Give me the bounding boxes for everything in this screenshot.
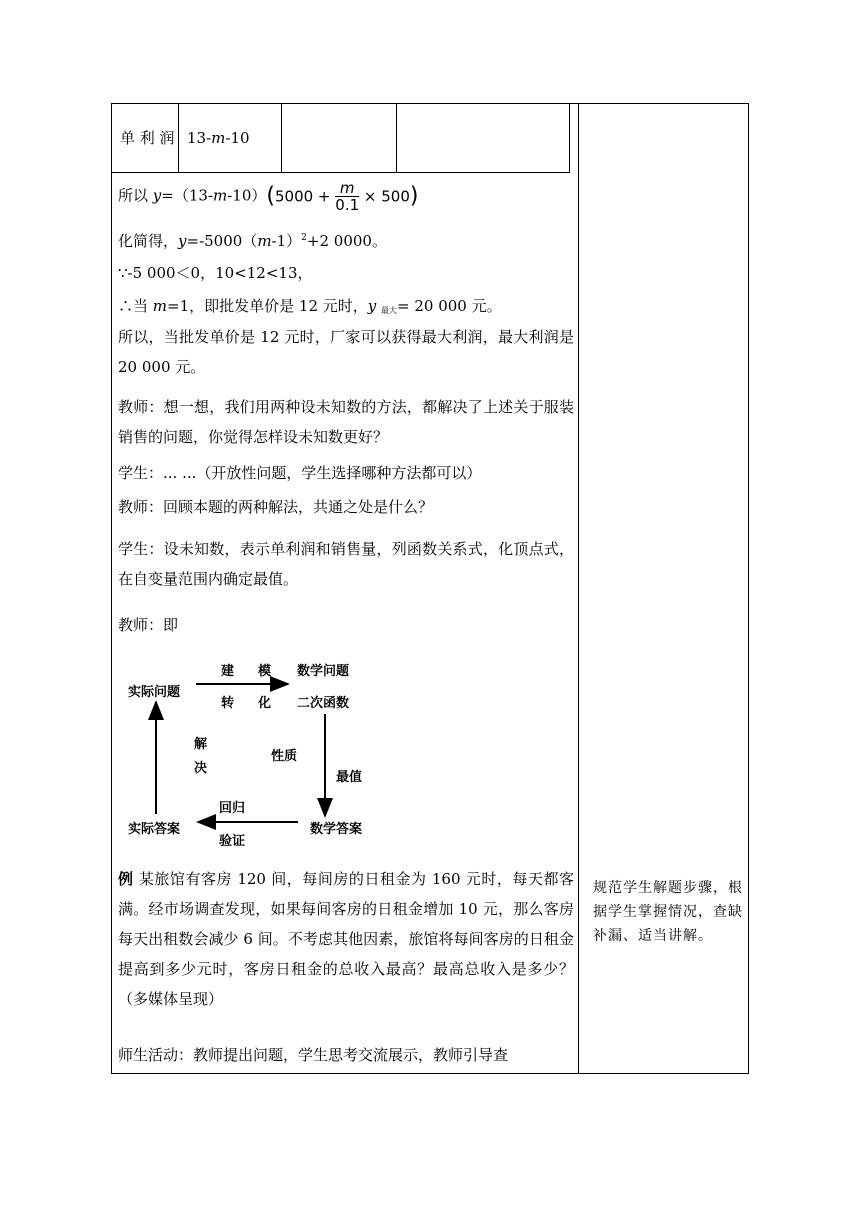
label-math-answer: 数学答案 [310, 822, 363, 837]
label-real-problem: 实际问题 [128, 685, 181, 700]
label-quadratic-function: 二次函数 [297, 696, 350, 711]
fraction-m-over-0.1: $\frac{m}{0.1}$ [335, 179, 360, 214]
label-math-problem: 数学问题 [297, 664, 350, 679]
simplified-equation: 化简得，$y=-5000(m-1)^2+2$ 0000。 [118, 232, 387, 250]
therefore-line: ∴当 m=1，即批发单价是 12 元时，y $_{最大}$= 20 000 元。 [118, 297, 502, 315]
label-model-b: 模 [258, 664, 272, 679]
label-convert-b: 化 [258, 696, 272, 711]
teacher-question-2: 教师：回顾本题的两种解法，共通之处是什么？ [118, 498, 434, 516]
row-label-unit-profit: 单 利 润 [112, 104, 179, 173]
label-solve-b: 决 [194, 761, 208, 776]
design-note: 规范学生解题步骤，根据学生掌握情况，查缺补漏、适当讲解。 [593, 880, 743, 944]
example-tag: 例 [118, 870, 134, 888]
label-real-answer: 实际答案 [128, 822, 181, 837]
label-solve-a: 解 [194, 737, 208, 752]
student-answer-2: 学生：设未知数，表示单利润和销售量，列函数关系式，化顶点式，在自变量范围内确定最值。 [118, 540, 574, 588]
label-extremum: 最值 [336, 770, 363, 785]
label-model-a: 建 [221, 664, 235, 679]
because-line: ∵-5 000＜0，10<12<13， [118, 264, 313, 282]
label-verify: 验证 [219, 834, 246, 849]
label-convert-a: 转 [221, 696, 235, 711]
conclusion-text: 所以，当批发单价是 12 元时，厂家可以获得最大利润，最大利润是 20 000 元。 [118, 328, 574, 376]
label-property: 性质 [271, 749, 298, 764]
label-return: 回归 [219, 801, 246, 816]
teacher-student-activity: 师生活动：教师提出问题，学生思考交流展示，教师引导查 [118, 1046, 509, 1064]
unit-profit-formula: 13-m-10 [179, 104, 282, 173]
equation-y: 所以 y=（13-m-10）(5000 + $\frac{m}{0.1}$ × 500) [118, 179, 419, 214]
student-answer-1: 学生：... ...（开放性问题，学生选择哪种方法都可以） [118, 464, 482, 482]
example-problem: 例 某旅馆有客房 120 间，每间房的日租金为 160 元时，每天都客满。经市场调查发现，如果每间客房的日租金增加 10 元，那么客房每天出租数会减少 6 间。不考虑其他因素，旅馆将每间客房的日租金提高到多少元时，客房日租金的总收入最高？最高总收入是多少？（多媒体呈现） [118, 870, 574, 1008]
teacher-question-3: 教师：即 [118, 616, 179, 634]
teacher-question-1: 教师：想一想，我们用两种设未知数的方法，都解决了上述关于服装销售的问题，你觉得怎样设未知数更好？ [118, 398, 574, 446]
